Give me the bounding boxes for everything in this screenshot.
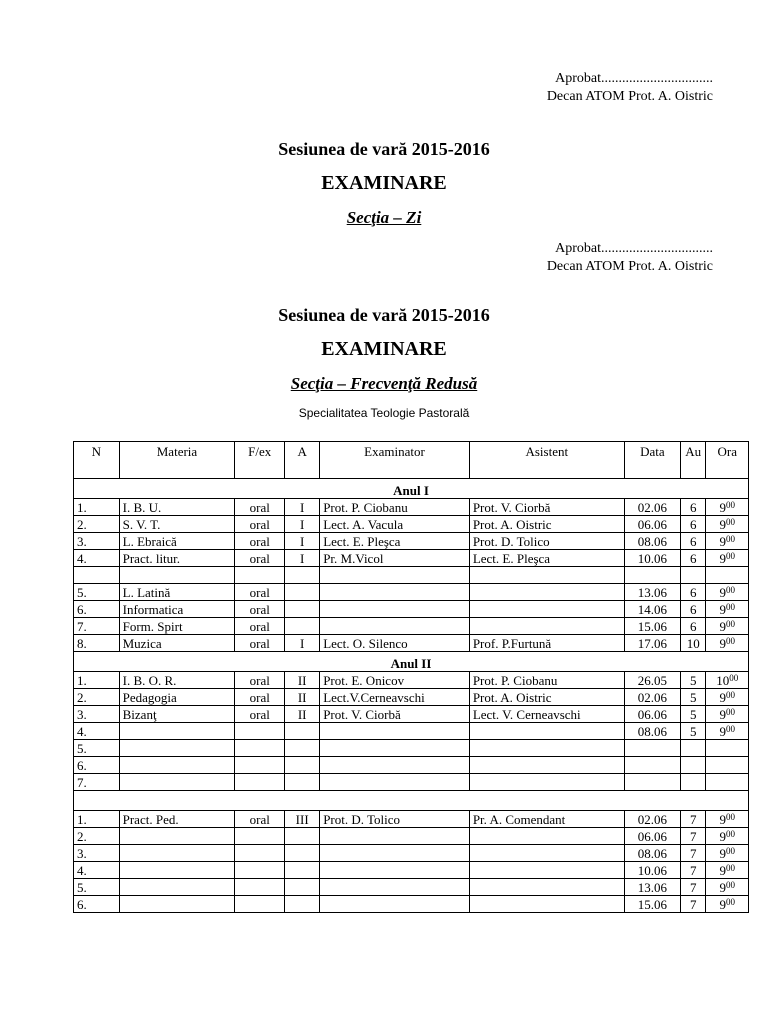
- cell-a: [285, 723, 320, 740]
- table-row: [74, 706, 749, 723]
- cell-materia: [119, 740, 235, 757]
- cell-n: 5.: [74, 740, 120, 757]
- cell-au: 5: [681, 672, 706, 689]
- cell-n: 6.: [74, 757, 120, 774]
- ora-hour: 9: [719, 550, 726, 566]
- table-row: [74, 672, 749, 689]
- cell-au: 5: [681, 706, 706, 723]
- cell-asistent: Prot. A. Oistric: [469, 689, 624, 706]
- cell-asistent: [469, 584, 624, 601]
- ora-hour: 9: [719, 879, 726, 895]
- table-row: [74, 516, 749, 533]
- ora-minutes: 00: [725, 828, 735, 839]
- ora-hour: 9: [719, 828, 726, 844]
- year-group-header: [74, 791, 749, 811]
- cell-examinator: Lect. E. Pleşca: [320, 533, 470, 550]
- year-group-header: [74, 652, 749, 672]
- cell-asistent: Prot. P. Ciobanu: [469, 672, 624, 689]
- cell-n: 4.: [74, 862, 120, 879]
- cell-ora: [706, 533, 749, 550]
- cell-fex: [235, 723, 285, 740]
- header-ora: Ora: [706, 442, 749, 479]
- cell-au: 7: [681, 828, 706, 845]
- cell-examinator: [320, 896, 470, 913]
- year-title: Anul I: [74, 479, 749, 499]
- approval-line: Aprobat................................: [555, 71, 713, 86]
- specialty-line: Specialitatea Teologie Pastorală: [298, 406, 470, 420]
- table-row: [74, 550, 749, 567]
- cell-ora: [706, 723, 749, 740]
- cell-n: 1.: [74, 811, 120, 828]
- exam-title-1: EXAMINARE: [321, 172, 447, 194]
- ora-minutes: 00: [725, 516, 735, 527]
- ora-minutes: 00: [725, 845, 735, 856]
- cell-n: 6.: [74, 896, 120, 913]
- cell-materia: [119, 774, 235, 791]
- cell-asistent: Pr. A. Comendant: [469, 811, 624, 828]
- cell-asistent: Prot. D. Tolico: [469, 533, 624, 550]
- ora-hour: 9: [719, 862, 726, 878]
- cell-materia: [119, 828, 235, 845]
- cell-examinator: [320, 845, 470, 862]
- table-row: [74, 635, 749, 652]
- cell-ora: [706, 774, 749, 791]
- cell-au: 7: [681, 879, 706, 896]
- cell-au: 6: [681, 533, 706, 550]
- ora-hour: 9: [719, 584, 726, 600]
- cell-n: 3.: [74, 533, 120, 550]
- table-row: [74, 601, 749, 618]
- cell-ora: [706, 862, 749, 879]
- ora-minutes: 00: [725, 896, 735, 907]
- cell-ora: [706, 601, 749, 618]
- cell-examinator: Lect.V.Cerneavschi: [320, 689, 470, 706]
- table-row: [74, 533, 749, 550]
- cell-materia: Pract. Ped.: [119, 811, 235, 828]
- cell-n: 3.: [74, 845, 120, 862]
- table-row: [74, 896, 749, 913]
- cell-asistent: [469, 774, 624, 791]
- table-row: [74, 757, 749, 774]
- cell-a: [285, 774, 320, 791]
- cell-examinator: Prot. V. Ciorbă: [320, 706, 470, 723]
- cell-data: [624, 774, 680, 791]
- cell-n: 3.: [74, 706, 120, 723]
- ora-minutes: 00: [725, 499, 735, 510]
- ora-minutes: 00: [725, 879, 735, 890]
- table-row: [74, 811, 749, 828]
- cell-fex: [235, 567, 285, 584]
- cell-examinator: Lect. A. Vacula: [320, 516, 470, 533]
- cell-data: 10.06: [624, 550, 680, 567]
- cell-ora: [706, 672, 749, 689]
- cell-ora: [706, 499, 749, 516]
- cell-fex: oral: [235, 672, 285, 689]
- cell-ora: [706, 896, 749, 913]
- table-row: [74, 879, 749, 896]
- cell-au: 7: [681, 896, 706, 913]
- dean-line: Decan ATOM Prot. A. Oistric: [546, 259, 713, 274]
- cell-fex: oral: [235, 635, 285, 652]
- ora-hour: 9: [719, 635, 726, 651]
- cell-n: 1.: [74, 672, 120, 689]
- ora-hour: 9: [719, 845, 726, 861]
- cell-examinator: [320, 740, 470, 757]
- cell-a: I: [285, 635, 320, 652]
- cell-a: [285, 584, 320, 601]
- cell-materia: [119, 879, 235, 896]
- ora-minutes: 00: [725, 706, 735, 717]
- ora-minutes: 00: [725, 584, 735, 595]
- cell-data: [624, 740, 680, 757]
- cell-data: 26.05: [624, 672, 680, 689]
- cell-materia: [119, 896, 235, 913]
- cell-asistent: [469, 723, 624, 740]
- cell-materia: [119, 845, 235, 862]
- cell-materia: I. B. O. R.: [119, 672, 235, 689]
- approval-block-1: [547, 70, 713, 106]
- cell-asistent: Lect. E. Pleşca: [469, 550, 624, 567]
- cell-data: 08.06: [624, 845, 680, 862]
- cell-fex: oral: [235, 689, 285, 706]
- cell-ora: [706, 740, 749, 757]
- ora-minutes: 00: [725, 635, 735, 646]
- cell-data: 15.06: [624, 618, 680, 635]
- cell-au: [681, 757, 706, 774]
- cell-examinator: [320, 567, 470, 584]
- table-body: [74, 479, 749, 913]
- cell-au: 6: [681, 584, 706, 601]
- header-n: N: [74, 442, 120, 479]
- cell-n: 5.: [74, 879, 120, 896]
- ora-hour: 9: [719, 516, 726, 532]
- table-row: [74, 567, 749, 584]
- cell-a: I: [285, 516, 320, 533]
- cell-ora: [706, 689, 749, 706]
- cell-examinator: Prot. D. Tolico: [320, 811, 470, 828]
- cell-ora: [706, 845, 749, 862]
- cell-materia: L. Latină: [119, 584, 235, 601]
- cell-materia: S. V. T.: [119, 516, 235, 533]
- cell-fex: [235, 862, 285, 879]
- table-header-row: [74, 442, 749, 479]
- table-row: [74, 828, 749, 845]
- cell-n: 7.: [74, 618, 120, 635]
- year-title: Anul II: [74, 652, 749, 672]
- cell-a: II: [285, 672, 320, 689]
- cell-ora: [706, 811, 749, 828]
- ora-minutes: 00: [725, 618, 735, 629]
- ora-hour: 9: [719, 723, 726, 739]
- cell-data: [624, 567, 680, 584]
- cell-fex: oral: [235, 516, 285, 533]
- cell-data: 02.06: [624, 499, 680, 516]
- table-row: [74, 845, 749, 862]
- cell-n: [74, 567, 120, 584]
- section-title-1: Secţia – Zi: [346, 208, 422, 227]
- cell-materia: Form. Spirt: [119, 618, 235, 635]
- cell-au: 7: [681, 862, 706, 879]
- cell-asistent: Prof. P.Furtună: [469, 635, 624, 652]
- table-row: [74, 723, 749, 740]
- cell-a: [285, 845, 320, 862]
- cell-materia: [119, 862, 235, 879]
- cell-asistent: [469, 845, 624, 862]
- cell-data: 10.06: [624, 862, 680, 879]
- cell-data: 02.06: [624, 689, 680, 706]
- cell-ora: [706, 828, 749, 845]
- cell-au: 7: [681, 845, 706, 862]
- cell-examinator: [320, 618, 470, 635]
- cell-n: 4.: [74, 550, 120, 567]
- table-row: [74, 499, 749, 516]
- exam-schedule-table: [73, 441, 749, 913]
- cell-a: [285, 879, 320, 896]
- cell-fex: oral: [235, 811, 285, 828]
- cell-materia: Bizanţ: [119, 706, 235, 723]
- cell-asistent: [469, 757, 624, 774]
- cell-asistent: [469, 896, 624, 913]
- cell-au: 5: [681, 723, 706, 740]
- cell-a: [285, 862, 320, 879]
- ora-minutes: 00: [725, 533, 735, 544]
- cell-ora: [706, 618, 749, 635]
- cell-au: 6: [681, 499, 706, 516]
- cell-n: 6.: [74, 601, 120, 618]
- cell-a: I: [285, 550, 320, 567]
- cell-ora: [706, 516, 749, 533]
- header-au: Au: [681, 442, 706, 479]
- cell-ora: [706, 584, 749, 601]
- ora-hour: 9: [719, 706, 726, 722]
- cell-data: [624, 757, 680, 774]
- header-materia: Materia: [119, 442, 235, 479]
- cell-n: 4.: [74, 723, 120, 740]
- table-row: [74, 774, 749, 791]
- cell-asistent: Prot. A. Oistric: [469, 516, 624, 533]
- cell-au: 6: [681, 516, 706, 533]
- ora-minutes: 00: [725, 811, 735, 822]
- cell-data: 06.06: [624, 706, 680, 723]
- ora-hour: 9: [719, 811, 726, 827]
- ora-hour: 9: [719, 499, 726, 515]
- cell-data: 08.06: [624, 533, 680, 550]
- cell-fex: oral: [235, 706, 285, 723]
- cell-ora: [706, 567, 749, 584]
- cell-fex: [235, 845, 285, 862]
- cell-a: I: [285, 499, 320, 516]
- cell-examinator: Prot. E. Onicov: [320, 672, 470, 689]
- cell-data: 13.06: [624, 879, 680, 896]
- cell-n: 2.: [74, 516, 120, 533]
- cell-materia: Muzica: [119, 635, 235, 652]
- exam-title-2: EXAMINARE: [321, 338, 447, 360]
- header-examinator: Examinator: [320, 442, 470, 479]
- ora-minutes: 00: [729, 672, 739, 683]
- cell-n: 1.: [74, 499, 120, 516]
- ora-hour: 9: [719, 601, 726, 617]
- cell-n: 8.: [74, 635, 120, 652]
- cell-a: II: [285, 689, 320, 706]
- cell-data: 14.06: [624, 601, 680, 618]
- year-group-header: [74, 479, 749, 499]
- cell-au: 6: [681, 601, 706, 618]
- table-row: [74, 689, 749, 706]
- cell-data: 13.06: [624, 584, 680, 601]
- cell-au: 7: [681, 811, 706, 828]
- cell-a: III: [285, 811, 320, 828]
- cell-materia: I. B. U.: [119, 499, 235, 516]
- cell-data: 02.06: [624, 811, 680, 828]
- section-title-2: Secţia – Frecvenţă Redusă: [290, 374, 478, 393]
- table-row: [74, 618, 749, 635]
- table-row: [74, 584, 749, 601]
- cell-ora: [706, 879, 749, 896]
- cell-asistent: [469, 601, 624, 618]
- cell-a: II: [285, 706, 320, 723]
- cell-fex: oral: [235, 533, 285, 550]
- cell-asistent: Prot. V. Ciorbă: [469, 499, 624, 516]
- cell-fex: oral: [235, 499, 285, 516]
- cell-materia: L. Ebraică: [119, 533, 235, 550]
- cell-examinator: [320, 723, 470, 740]
- ora-hour: 9: [719, 689, 726, 705]
- cell-examinator: [320, 601, 470, 618]
- cell-fex: [235, 740, 285, 757]
- cell-a: [285, 567, 320, 584]
- cell-fex: oral: [235, 601, 285, 618]
- approval-line: Aprobat................................: [555, 241, 713, 256]
- cell-examinator: Lect. O. Silenco: [320, 635, 470, 652]
- table-row: [74, 862, 749, 879]
- cell-materia: Pedagogia: [119, 689, 235, 706]
- session-title-2: Sesiunea de vară 2015-2016: [278, 305, 490, 325]
- cell-au: 6: [681, 618, 706, 635]
- approval-block-2: [547, 240, 713, 276]
- cell-examinator: [320, 774, 470, 791]
- header-data: Data: [624, 442, 680, 479]
- cell-fex: oral: [235, 618, 285, 635]
- cell-ora: [706, 550, 749, 567]
- cell-au: [681, 567, 706, 584]
- ora-hour: 9: [719, 896, 726, 912]
- cell-materia: [119, 723, 235, 740]
- cell-n: 5.: [74, 584, 120, 601]
- cell-examinator: Pr. M.Vicol: [320, 550, 470, 567]
- ora-hour: 10: [716, 672, 730, 688]
- cell-ora: [706, 635, 749, 652]
- cell-fex: [235, 828, 285, 845]
- cell-fex: [235, 774, 285, 791]
- cell-a: I: [285, 533, 320, 550]
- cell-au: 5: [681, 689, 706, 706]
- cell-data: 15.06: [624, 896, 680, 913]
- cell-examinator: [320, 757, 470, 774]
- cell-au: 6: [681, 550, 706, 567]
- cell-asistent: [469, 567, 624, 584]
- cell-examinator: [320, 879, 470, 896]
- cell-a: [285, 828, 320, 845]
- cell-fex: oral: [235, 550, 285, 567]
- cell-materia: Informatica: [119, 601, 235, 618]
- cell-n: 7.: [74, 774, 120, 791]
- cell-n: 2.: [74, 828, 120, 845]
- dean-line: Decan ATOM Prot. A. Oistric: [546, 89, 713, 104]
- cell-asistent: Lect. V. Cerneavschi: [469, 706, 624, 723]
- cell-a: [285, 757, 320, 774]
- cell-examinator: [320, 584, 470, 601]
- ora-minutes: 00: [725, 601, 735, 612]
- cell-fex: [235, 879, 285, 896]
- cell-a: [285, 618, 320, 635]
- year-title: [74, 791, 749, 811]
- cell-a: [285, 896, 320, 913]
- cell-data: 06.06: [624, 516, 680, 533]
- cell-materia: [119, 757, 235, 774]
- cell-asistent: [469, 828, 624, 845]
- ora-minutes: 00: [725, 862, 735, 873]
- cell-fex: oral: [235, 584, 285, 601]
- cell-asistent: [469, 862, 624, 879]
- header-asistent: Asistent: [469, 442, 624, 479]
- cell-examinator: [320, 862, 470, 879]
- cell-materia: [119, 567, 235, 584]
- table-row: [74, 740, 749, 757]
- ora-minutes: 00: [725, 723, 735, 734]
- cell-au: [681, 740, 706, 757]
- ora-minutes: 00: [725, 550, 735, 561]
- cell-data: 17.06: [624, 635, 680, 652]
- cell-fex: [235, 757, 285, 774]
- header-a: A: [285, 442, 320, 479]
- cell-data: 06.06: [624, 828, 680, 845]
- cell-materia: Pract. litur.: [119, 550, 235, 567]
- cell-n: 2.: [74, 689, 120, 706]
- cell-examinator: Prot. P. Ciobanu: [320, 499, 470, 516]
- cell-a: [285, 601, 320, 618]
- header-fex: F/ex: [235, 442, 285, 479]
- cell-au: [681, 774, 706, 791]
- cell-examinator: [320, 828, 470, 845]
- cell-fex: [235, 896, 285, 913]
- cell-ora: [706, 757, 749, 774]
- cell-ora: [706, 706, 749, 723]
- cell-data: 08.06: [624, 723, 680, 740]
- cell-au: 10: [681, 635, 706, 652]
- cell-asistent: [469, 879, 624, 896]
- ora-minutes: 00: [725, 689, 735, 700]
- ora-hour: 9: [719, 618, 726, 634]
- cell-asistent: [469, 740, 624, 757]
- session-title-1: Sesiunea de vară 2015-2016: [278, 139, 490, 159]
- cell-asistent: [469, 618, 624, 635]
- ora-hour: 9: [719, 533, 726, 549]
- cell-a: [285, 740, 320, 757]
